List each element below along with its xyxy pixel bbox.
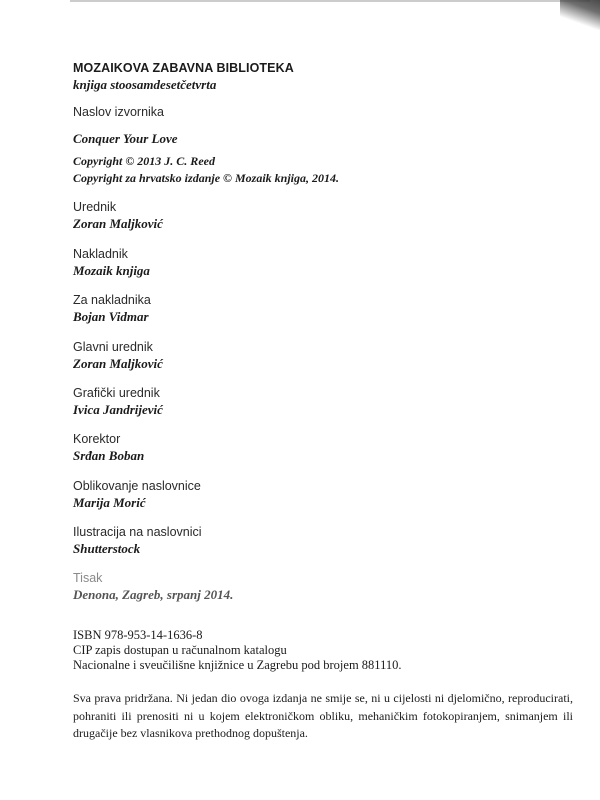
credit-label-graphic-editor: Grafički urednik [73, 386, 160, 400]
scan-edge-top [70, 0, 590, 2]
credit-value-publisher: Mozaik knjiga [73, 263, 150, 278]
volume-number: knjiga stoosamdesetčetvrta [73, 77, 217, 92]
credit-value-editor: Zoran Maljković [73, 216, 163, 231]
credit-label-for-publisher: Za nakladnika [73, 293, 151, 307]
credit-label-printing: Tisak [73, 571, 103, 585]
credit-label-editor: Urednik [73, 200, 117, 214]
cip-line-1: CIP zapis dostupan u računalnom katalogu [73, 643, 287, 657]
credit-label-publisher: Nakladnik [73, 247, 128, 261]
series-title: MOZAIKOVA ZABAVNA BIBLIOTEKA [73, 61, 294, 75]
credit-value-chief-editor: Zoran Maljković [73, 356, 163, 371]
credit-value-for-publisher: Bojan Vidmar [73, 309, 149, 324]
credit-label-proofreader: Korektor [73, 432, 121, 446]
copyright-croatian: Copyright za hrvatsko izdanje © Mozaik knjiga, 2014. [73, 171, 340, 185]
credit-label-chief-editor: Glavni urednik [73, 340, 153, 354]
credit-value-cover-illustration: Shutterstock [73, 541, 141, 556]
credit-value-printing: Denona, Zagreb, srpanj 2014. [73, 587, 234, 602]
credit-label-cover-design: Oblikovanje naslovnice [73, 479, 201, 493]
original-title-label: Naslov izvornika [73, 105, 165, 119]
copyright-original: Copyright © 2013 J. C. Reed [73, 154, 215, 168]
cip-line-2: Nacionalne i sveučilišne knjižnice u Zagrebu pod brojem 881110. [73, 658, 402, 672]
credit-label-cover-illustration: Ilustracija na naslovnici [73, 525, 202, 539]
credit-value-proofreader: Srđan Boban [73, 448, 145, 463]
isbn: ISBN 978-953-14-1636-8 [73, 628, 203, 642]
rights-notice: Sva prava pridržana. Ni jedan dio ovoga izdanja ne smije se, ni u cijelosti ni djelomično, reproducirati, pohraniti ili prenositi ni u kojem elektroničkom obliku, mehaničkim fotokopiranjem, snimanjem ili drugačije bez vlasnikova prethodnog dopuštenja. [73, 691, 573, 740]
credit-value-graphic-editor: Ivica Jandrijević [73, 402, 163, 417]
original-title-value: Conquer Your Love [73, 131, 178, 146]
credit-value-cover-design: Marija Morić [73, 495, 146, 510]
scan-edge-corner [560, 0, 600, 30]
